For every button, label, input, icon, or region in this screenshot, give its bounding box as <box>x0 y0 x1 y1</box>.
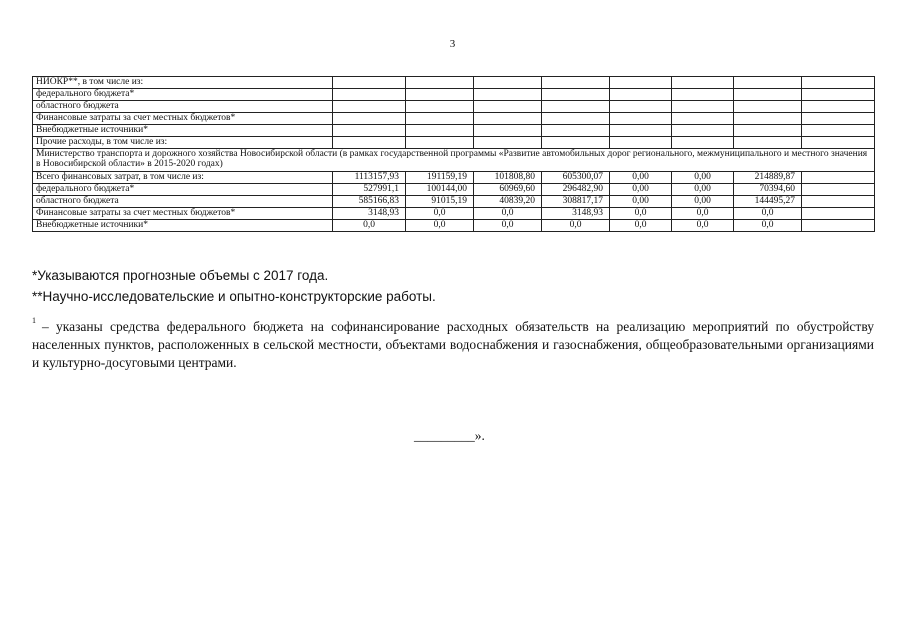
table-cell: 0,00 <box>610 171 672 183</box>
note-text: – указаны средства федерального бюджета на софинансирование расходных обязательств на реализацию мероприятий по обустройству населенных пунктов, расположенных в сельской местности, объектами водоснабжения и газоснабжения, общеобразовательными организациями и культурно-досуговыми центрами. <box>32 319 874 370</box>
table-cell: 0,0 <box>474 219 542 231</box>
table-cell <box>474 77 542 89</box>
table-row <box>33 125 875 137</box>
row-label: областного бюджета <box>33 101 333 113</box>
table-cell <box>802 195 875 207</box>
table-cell <box>610 89 672 101</box>
table-cell: 585166,83 <box>333 195 406 207</box>
table-cell <box>542 137 610 149</box>
table-cell <box>672 77 734 89</box>
table-cell <box>542 113 610 125</box>
table-cell <box>542 77 610 89</box>
table-cell <box>333 77 406 89</box>
table-cell: 605300,07 <box>542 171 610 183</box>
table-cell: 308817,17 <box>542 195 610 207</box>
table-cell: 0,0 <box>474 207 542 219</box>
table-cell <box>474 137 542 149</box>
table-cell <box>333 125 406 137</box>
table-cell: 0,0 <box>672 207 734 219</box>
note-marker: 1 <box>32 316 36 325</box>
row-label: Внебюджетные источники* <box>33 219 333 231</box>
table-cell: 214889,87 <box>734 171 802 183</box>
table-cell <box>542 101 610 113</box>
table-cell: 3148,93 <box>542 207 610 219</box>
table-cell <box>542 89 610 101</box>
table-cell: 0,00 <box>610 195 672 207</box>
table-cell <box>406 137 474 149</box>
table-row <box>33 219 875 231</box>
table-cell <box>802 89 875 101</box>
table-cell <box>802 101 875 113</box>
row-label: Внебюджетные источники* <box>33 125 333 137</box>
table-cell <box>672 137 734 149</box>
table-cell: 0,00 <box>672 183 734 195</box>
table-cell: 191159,19 <box>406 171 474 183</box>
footnote-forecast: *Указываются прогнозные объемы с 2017 года. <box>32 268 329 283</box>
row-label: Финансовые затраты за счет местных бюджетов* <box>33 207 333 219</box>
row-label: Прочие расходы, в том числе из: <box>33 137 333 149</box>
table-cell: 101808,80 <box>474 171 542 183</box>
table-cell: 0,0 <box>672 219 734 231</box>
row-label: Финансовые затраты за счет местных бюджетов* <box>33 113 333 125</box>
table-cell <box>802 207 875 219</box>
table-row <box>33 137 875 149</box>
table-cell <box>474 113 542 125</box>
table-cell: 0,0 <box>542 219 610 231</box>
table-cell <box>474 89 542 101</box>
table-row <box>33 89 875 101</box>
table-row <box>33 171 875 183</box>
budget-table <box>32 76 875 232</box>
table-cell <box>802 125 875 137</box>
table-cell: 91015,19 <box>406 195 474 207</box>
table-cell: 100144,00 <box>406 183 474 195</box>
section-header-row <box>33 149 875 172</box>
table-cell <box>610 125 672 137</box>
table-cell <box>474 101 542 113</box>
federal-budget-note <box>32 318 874 371</box>
page-number: 3 <box>449 38 456 50</box>
table-cell: 527991,1 <box>333 183 406 195</box>
table-cell <box>406 113 474 125</box>
row-label: федерального бюджета* <box>33 183 333 195</box>
table-cell <box>406 89 474 101</box>
table-row <box>33 183 875 195</box>
table-cell <box>802 171 875 183</box>
footnote-niokr: **Научно-исследовательские и опытно-конструкторские работы. <box>32 289 436 304</box>
table-cell <box>802 137 875 149</box>
table-cell: 296482,90 <box>542 183 610 195</box>
table-cell <box>672 89 734 101</box>
table-cell <box>610 101 672 113</box>
table-cell <box>734 125 802 137</box>
table-cell <box>734 101 802 113</box>
table-cell: 0,00 <box>672 171 734 183</box>
table-cell <box>333 137 406 149</box>
row-label: Всего финансовых затрат, в том числе из: <box>33 171 333 183</box>
table-cell: 0,00 <box>672 195 734 207</box>
table-cell <box>734 113 802 125</box>
table-cell: 1113157,93 <box>333 171 406 183</box>
row-label: областного бюджета <box>33 195 333 207</box>
table-cell: 144495,27 <box>734 195 802 207</box>
table-cell <box>672 125 734 137</box>
table-cell <box>333 89 406 101</box>
table-cell: 0,0 <box>734 219 802 231</box>
table-cell: 3148,93 <box>333 207 406 219</box>
table-cell <box>672 113 734 125</box>
table-cell <box>542 125 610 137</box>
table-cell <box>610 137 672 149</box>
table-cell: 0,0 <box>333 219 406 231</box>
table-cell <box>672 101 734 113</box>
table-cell <box>406 125 474 137</box>
table-row <box>33 207 875 219</box>
table-cell <box>406 101 474 113</box>
table-row <box>33 77 875 89</box>
table-cell <box>333 113 406 125</box>
table-row <box>33 195 875 207</box>
table-cell: 70394,60 <box>734 183 802 195</box>
table-cell: 0,0 <box>610 219 672 231</box>
table-cell <box>734 77 802 89</box>
table-cell <box>802 219 875 231</box>
table-row <box>33 113 875 125</box>
table-cell <box>610 77 672 89</box>
table-cell <box>734 137 802 149</box>
table-cell <box>802 183 875 195</box>
table-cell: 40839,20 <box>474 195 542 207</box>
table-cell: 0,0 <box>734 207 802 219</box>
table-cell <box>474 125 542 137</box>
closing-mark: _________». <box>414 428 485 443</box>
table-cell: 0,0 <box>406 207 474 219</box>
table-cell <box>802 77 875 89</box>
table-cell: 0,0 <box>406 219 474 231</box>
section-title: Министерство транспорта и дорожного хозяйства Новосибирской области (в рамках государственной программы «Развитие автомобильных дорог регионального, межмуниципального и местного значения в Новосибирской области» в 2015-2020 годах) <box>33 149 875 172</box>
row-label: НИОКР**, в том числе из: <box>33 77 333 89</box>
table-cell <box>610 113 672 125</box>
table-cell <box>802 113 875 125</box>
table-cell <box>333 101 406 113</box>
table-row <box>33 101 875 113</box>
table-cell <box>734 89 802 101</box>
table-cell <box>406 77 474 89</box>
row-label: федерального бюджета* <box>33 89 333 101</box>
table-cell: 60969,60 <box>474 183 542 195</box>
table-cell: 0,00 <box>610 183 672 195</box>
table-cell: 0,0 <box>610 207 672 219</box>
